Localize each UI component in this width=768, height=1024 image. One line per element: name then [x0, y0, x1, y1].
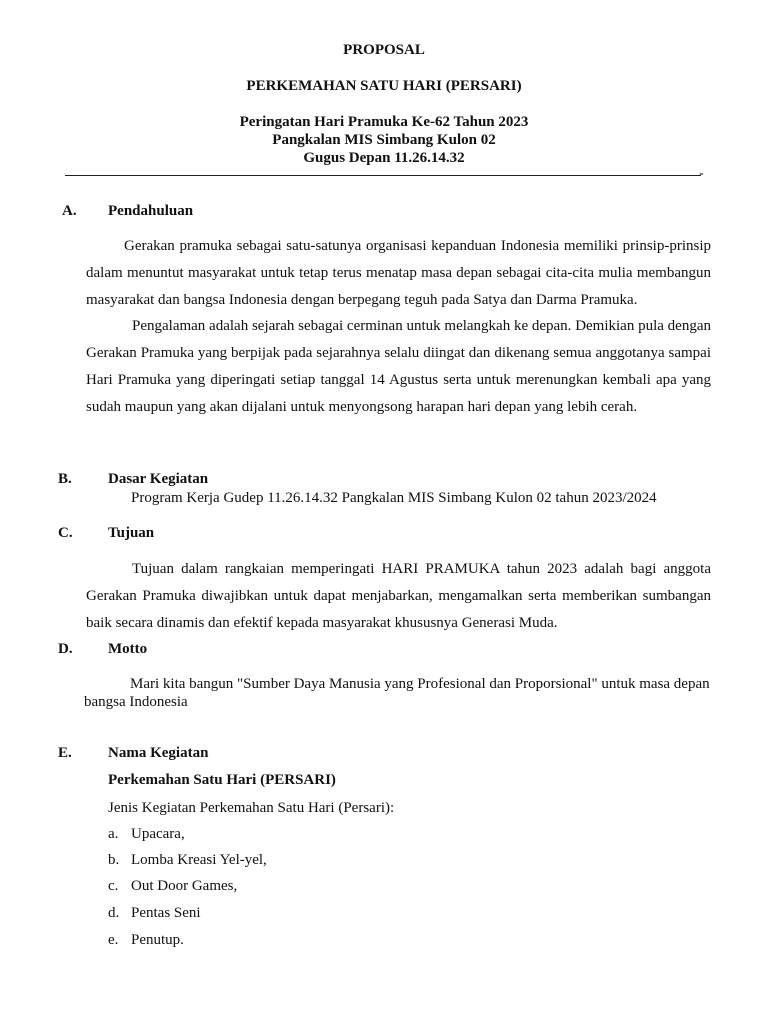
list-item [108, 878, 237, 895]
list-marker: e. [108, 932, 119, 948]
section-d-title: Motto [108, 641, 148, 657]
list-item-text: Upacara, [131, 826, 185, 842]
section-a-body [86, 233, 711, 421]
list-item-text: Out Door Games, [131, 878, 238, 894]
list-item [108, 826, 185, 843]
section-c-paragraph: Tujuan dalam rangkaian memperingati HARI PRAMUKA tahun 2023 adalah bagi anggota Gerakan Pramuka diwajibkan untuk dapat menjabarkan, mengamalkan serta memberikan sumbangan baik secara dinamis dan efektif kepada masyarakat khususnya Generasi Muda. [86, 561, 711, 631]
section-b-letter: B. [58, 471, 72, 487]
section-d-letter: D. [58, 641, 73, 657]
list-item-text: Lomba Kreasi Yel-yel, [131, 852, 267, 868]
section-c-title: Tujuan [108, 525, 155, 541]
section-e-list-intro: Jenis Kegiatan Perkemahan Satu Hari (Persari): [108, 800, 395, 816]
list-marker: b. [108, 852, 120, 868]
section-e-title: Nama Kegiatan [108, 745, 209, 761]
section-a-letter: A. [62, 203, 77, 219]
list-marker: c. [108, 878, 119, 894]
section-a-paragraph-2: Pengalaman adalah sejarah sebagai cerminan untuk melangkah ke depan. Demikian pula dengan Gerakan Pramuka yang berpijak pada sejarahnya selalu diingat dan dikenang semua anggotanya sampai Hari Pramuka yang diperingati setiap tanggal 14 Agustus serta untuk merenungkan kembali apa yang sudah maupun yang akan dijalani untuk menyongsong harapan hari depan yang lebih cerah. [86, 318, 711, 415]
list-item-text: Pentas Seni [131, 905, 201, 921]
section-a-paragraph-1: Gerakan pramuka sebagai satu-satunya organisasi kepanduan Indonesia memiliki prinsip-prinsip dalam menuntut masyarakat untuk tetap terus menatap masa depan sebagai cita-cita mulia membangun masyarakat dan bangsa Indonesia dengan berpegang teguh pada Satya dan Darma Pramuka. [86, 238, 711, 308]
list-marker: a. [108, 826, 119, 842]
list-item [108, 905, 201, 922]
section-a-title: Pendahuluan [108, 203, 194, 219]
section-c-body [86, 556, 711, 636]
section-b-title: Dasar Kegiatan [108, 471, 209, 487]
header-line-base: Pangkalan MIS Simbang Kulon 02 [272, 132, 496, 148]
list-item [108, 932, 184, 949]
section-b-text: Program Kerja Gudep 11.26.14.32 Pangkalan MIS Simbang Kulon 02 tahun 2023/2024 [131, 490, 657, 506]
header-divider [65, 175, 701, 176]
document-title: PROPOSAL [343, 42, 425, 58]
header-line-event: Peringatan Hari Pramuka Ke-62 Tahun 2023 [239, 114, 529, 130]
section-c-letter: C. [58, 525, 73, 541]
list-marker: d. [108, 905, 120, 921]
section-e-event-name: Perkemahan Satu Hari (PERSARI) [108, 772, 336, 788]
document-subtitle: PERKEMAHAN SATU HARI (PERSARI) [246, 78, 522, 94]
list-item-text: Penutup. [131, 932, 184, 948]
list-item [108, 852, 267, 869]
section-d-motto-line-2: bangsa Indonesia [84, 694, 188, 710]
header-divider-end: - [699, 166, 704, 181]
header-line-group: Gugus Depan 11.26.14.32 [303, 150, 465, 166]
section-e-letter: E. [58, 745, 72, 761]
section-d-motto-line-1: Mari kita bangun "Sumber Daya Manusia yang Profesional dan Proporsional" untuk masa depan [130, 676, 710, 692]
